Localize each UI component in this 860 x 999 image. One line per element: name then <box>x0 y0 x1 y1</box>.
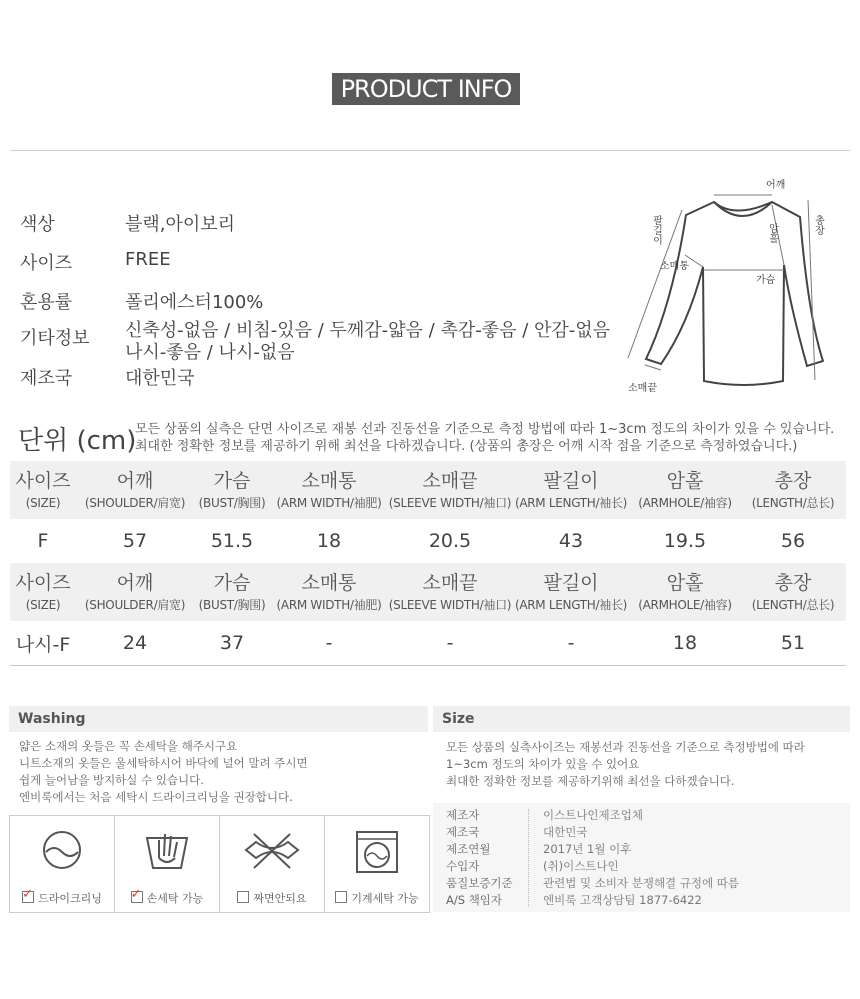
armhole-label: 암홀 <box>766 223 778 243</box>
shirt-outline-icon <box>646 202 823 385</box>
no-wring-icon <box>242 828 302 872</box>
header-cell: 소매끝 (SLEEVE WIDTH/袖口) <box>388 461 512 519</box>
checkbox-dry-clean[interactable] <box>22 891 34 903</box>
info-value-2: 나시-좋음 / 나시-없음 <box>125 342 295 363</box>
info-label: 기타정보 <box>20 328 90 349</box>
garment-measurement-diagram <box>622 175 858 397</box>
size-table-1 <box>10 461 846 564</box>
length-label: 총장 <box>812 215 824 235</box>
info-label: 사이즈 <box>20 253 73 274</box>
size-line: 모든 상품의 실측사이즈는 재봉선과 진동선을 기준으로 측정방법에 따라 <box>446 740 805 754</box>
table-cell: 24 <box>76 621 194 666</box>
bust-label: 가슴 <box>756 275 776 286</box>
header-cell: 가슴 (BUST/胸围) <box>194 461 270 519</box>
table-cell: - <box>512 621 630 666</box>
sleeve-width-label: 소매통 <box>660 261 689 272</box>
wash-option-label: 손세탁 가능 <box>146 892 204 905</box>
table-header-row <box>10 563 846 621</box>
checkbox-machine-wash[interactable] <box>335 891 347 903</box>
table-cell: 37 <box>194 621 270 666</box>
table-cell: 51.5 <box>194 519 270 564</box>
table-header-row <box>10 461 846 519</box>
washing-text <box>19 738 308 806</box>
header-cell: 소매통 (ARM WIDTH/袖肥) <box>270 563 388 621</box>
info-value: 대한민국 <box>125 368 195 389</box>
wash-option-label: 드라이크리닝 <box>38 892 102 905</box>
wash-option-no-wring <box>220 816 325 912</box>
shoulder-label: 어깨 <box>766 180 786 191</box>
wash-option-hand-wash <box>115 816 220 912</box>
table-cell: 19.5 <box>630 519 740 564</box>
table-cell: 18 <box>630 621 740 666</box>
header-cell: 암홀 (ARMHOLE/袖容) <box>630 461 740 519</box>
info-value: 폴리에스터100% <box>125 292 264 313</box>
info-label: 색상 <box>20 214 55 235</box>
washing-line: 얇은 소재의 옷들은 꼭 손세탁을 해주시구요 <box>19 739 238 753</box>
table-cell: 51 <box>740 621 846 666</box>
header-cell: 팔길이 (ARM LENGTH/袖长) <box>512 461 630 519</box>
table-row <box>10 621 846 666</box>
info-value: FREE <box>125 249 171 270</box>
unit-note <box>135 421 834 455</box>
header-cell: 소매통 (ARM WIDTH/袖肥) <box>270 461 388 519</box>
unit-note-line: 최대한 정확한 정보를 제공하기 위해 최선을 다하겠습니다. (상품의 총장은 어깨 시작 점을 기준으로 측정하였습니다.) <box>135 439 798 454</box>
divider <box>10 150 850 151</box>
header-cell: 사이즈 (SIZE) <box>10 461 76 519</box>
table-cell: - <box>270 621 388 666</box>
info-value: 신축성-없음 / 비침-있음 / 두께감-얇음 / 촉감-좋음 / 안감-없음 <box>125 320 611 341</box>
dry-clean-icon <box>34 828 90 872</box>
meta-row: 제조국 대한민국 <box>446 825 588 839</box>
info-value: 블랙,아이보리 <box>125 214 236 235</box>
machine-wash-icon <box>349 828 405 876</box>
table-cell: F <box>10 519 76 564</box>
wash-option-label: 짜면안되요 <box>253 892 307 905</box>
info-label: 혼용률 <box>20 292 73 313</box>
sleeve-end-measure-line <box>645 365 661 370</box>
manufacturer-info <box>433 803 850 912</box>
header-cell: 어깨 (SHOULDER/肩宽) <box>76 461 194 519</box>
header-cell: 어깨 (SHOULDER/肩宽) <box>76 563 194 621</box>
size-text <box>446 739 805 790</box>
table-cell: 18 <box>270 519 388 564</box>
header-cell: 가슴 (BUST/胸围) <box>194 563 270 621</box>
washing-line: 니트소재의 옷들은 울세탁하시어 바닥에 널어 말려 주시면 <box>19 756 308 770</box>
washing-heading: Washing <box>9 706 428 732</box>
washing-line: 쉽게 늘어남을 방지하실 수 있습니다. <box>19 773 204 787</box>
table-row <box>10 519 846 564</box>
hand-wash-icon <box>139 828 195 872</box>
header-cell: 암홀 (ARMHOLE/袖容) <box>630 563 740 621</box>
table-cell: - <box>388 621 512 666</box>
meta-row: 제조자 이스트나인제조업체 <box>446 808 643 822</box>
meta-row: A/S 책임자 엔비룩 고객상담팀 1877-6422 <box>446 893 702 907</box>
washing-options <box>9 815 430 913</box>
wash-option-label: 기계세탁 가능 <box>351 892 419 905</box>
checkbox-hand-wash[interactable] <box>131 891 143 903</box>
size-line: 1~3cm 정도의 차이가 있을 수 있어요 <box>446 757 640 771</box>
table-cell: 나시-F <box>10 621 76 666</box>
meta-row: 수입자 (취)이스트나인 <box>446 859 619 873</box>
size-table-2 <box>10 563 846 666</box>
size-heading: Size <box>433 706 850 732</box>
header-cell: 사이즈 (SIZE) <box>10 563 76 621</box>
table-cell: 56 <box>740 519 846 564</box>
header-cell: 소매끝 (SLEEVE WIDTH/袖口) <box>388 563 512 621</box>
arm-length-label: 팔길이 <box>650 215 662 245</box>
unit-title: 단위 (cm) <box>18 426 137 456</box>
meta-row: 품질보증기준 관련법 및 소비자 분쟁해결 규정에 따름 <box>446 876 740 890</box>
table-cell: 20.5 <box>388 519 512 564</box>
wash-option-dry-clean <box>10 816 115 912</box>
washing-line: 엔비룩에서는 처음 세탁시 드라이크리닝을 권장합니다. <box>19 790 293 804</box>
meta-row: 제조연월 2017년 1월 이후 <box>446 842 632 856</box>
header-cell: 총장 (LENGTH/总长) <box>740 563 846 621</box>
checkbox-no-wring[interactable] <box>237 891 249 903</box>
header-cell: 팔길이 (ARM LENGTH/袖长) <box>512 563 630 621</box>
header-cell: 총장 (LENGTH/总长) <box>740 461 846 519</box>
size-line: 최대한 정확한 정보를 제공하기위해 최선을 다하겠습니다. <box>446 774 735 788</box>
page-title: PRODUCT INFO <box>332 73 520 105</box>
wash-option-machine-wash <box>325 816 429 912</box>
info-label: 제조국 <box>20 368 73 389</box>
unit-note-line: 모든 상품의 실측은 단면 사이즈로 재봉 선과 진동선을 기준으로 측정 방법에 따라 1~3cm 정도의 차이가 있을 수 있습니다. <box>135 422 835 437</box>
sleeve-end-label: 소매끝 <box>628 383 657 394</box>
table-cell: 57 <box>76 519 194 564</box>
table-cell: 43 <box>512 519 630 564</box>
